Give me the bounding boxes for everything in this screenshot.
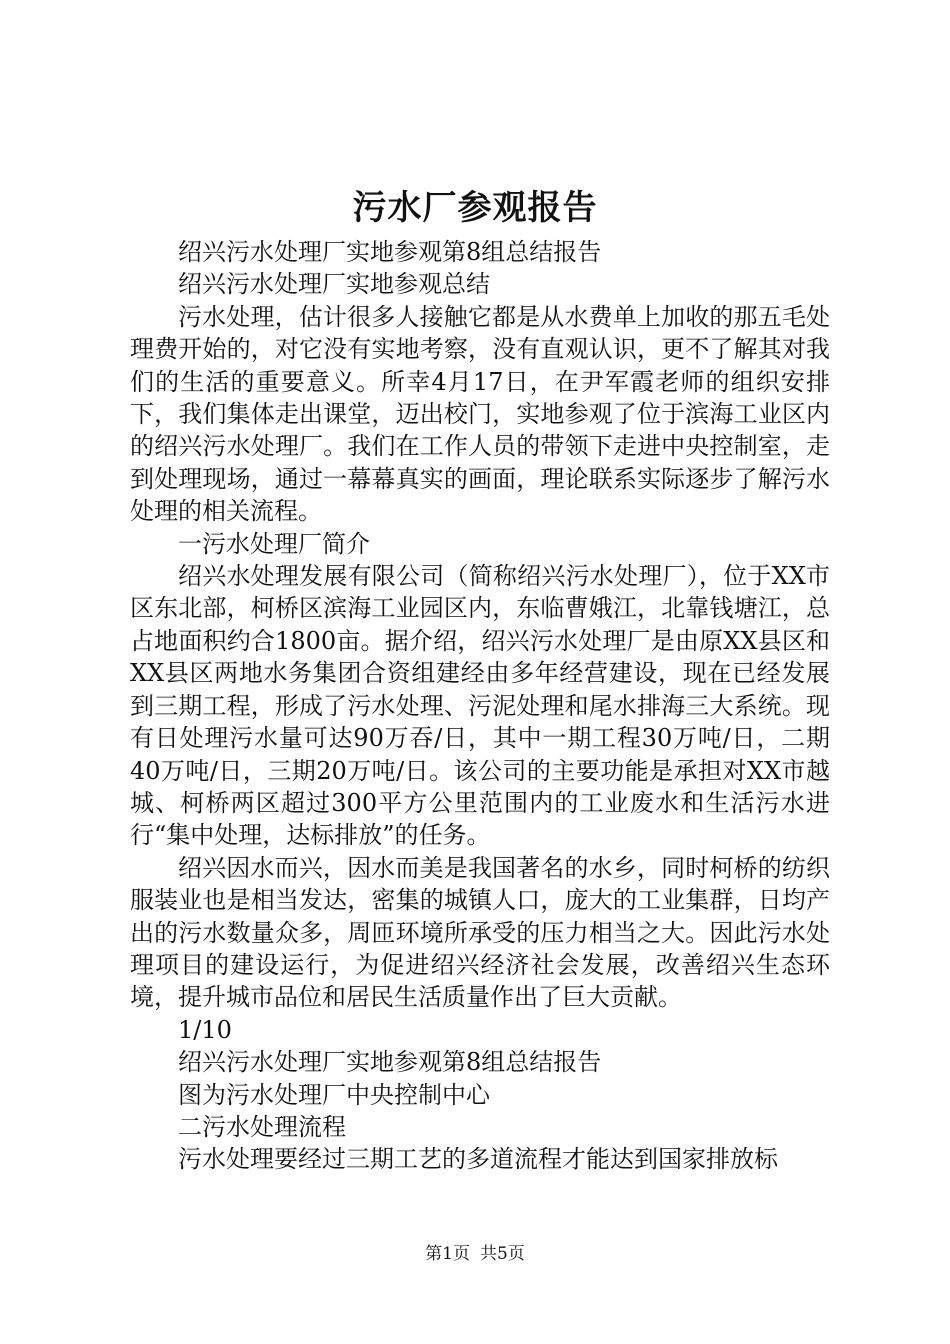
paragraph-company-profile: 绍兴水处理发展有限公司（简称绍兴污水处理厂），位于XX市区东北部，柯桥区滨海工业园区内，东临曹娥江，北靠钱塘江，总占地面积约合1800亩。据介绍，绍兴污水处理厂是由原XX县区和XX县区两地水务集团合资组建经由多年经营建设，现在已经发展到三期工程，形成了污水处理、污泥处理和尾水排海三大系统。现有日处理污水量可达90万吞/日，其中一期工程30万吨/日，二期40万吨/日，三期20万吨/日。该公司的主要功能是承担对XX市越城、柯桥两区超过300平方公里范围内的工业废水和生活污水进行“集中处理，达标排放”的任务。: [130, 562, 830, 850]
paragraph-process-start: 污水处理要经过三期工艺的多道流程才能达到国家排放标: [178, 1145, 778, 1174]
figure-caption: 图为污水处理厂中央控制中心: [178, 1080, 490, 1109]
paragraph-report-heading: 绍兴污水处理厂实地参观第8组总结报告: [178, 238, 602, 266]
document-body: [130, 236, 830, 1176]
document-title: 污水厂参观报告: [352, 188, 598, 228]
paragraph-summary-heading: 绍兴污水处理厂实地参观总结: [178, 270, 490, 299]
page-number-total: 共5页: [480, 1244, 525, 1264]
paragraph-significance: 绍兴因水而兴，因水而美是我国著名的水乡，同时柯桥的纺织服装业也是相当发达，密集的城镇人口，庞大的工业集群，日均产出的污水数量众多，周匝环境所承受的压力相当之大。因此污水处理项目的建设运行，为促进绍兴经济社会发展，改善绍兴生态环境，提升城市品位和居民生活质量作出了巨大贡献。: [130, 853, 830, 1012]
section-heading-plant-intro: 一污水处理厂简介: [178, 529, 370, 558]
page-footer: [0, 1242, 950, 1266]
inline-page-marker: 1/10: [178, 1015, 232, 1044]
paragraph-intro: 污水处理，估计很多人接触它都是从水费单上加收的那五毛处理费开始的，对它没有实地考察，没有直观认识，更不了解其对我们的生活的重要意义。所幸4月17日，在尹军霞老师的组织安排下，我们集体走出课堂，迈出校门，实地参观了位于滨海工业区内的绍兴污水处理厂。我们在工作人员的带领下走进中央控制室，走到处理现场，通过一幕幕真实的画面，理论联系实际逐步了解污水处理的相关流程。: [130, 302, 830, 526]
paragraph-report-heading-repeat: 绍兴污水处理厂实地参观第8组总结报告: [178, 1048, 602, 1077]
section-heading-process: 二污水处理流程: [178, 1112, 346, 1141]
page-number-current: 第1页: [425, 1244, 470, 1264]
